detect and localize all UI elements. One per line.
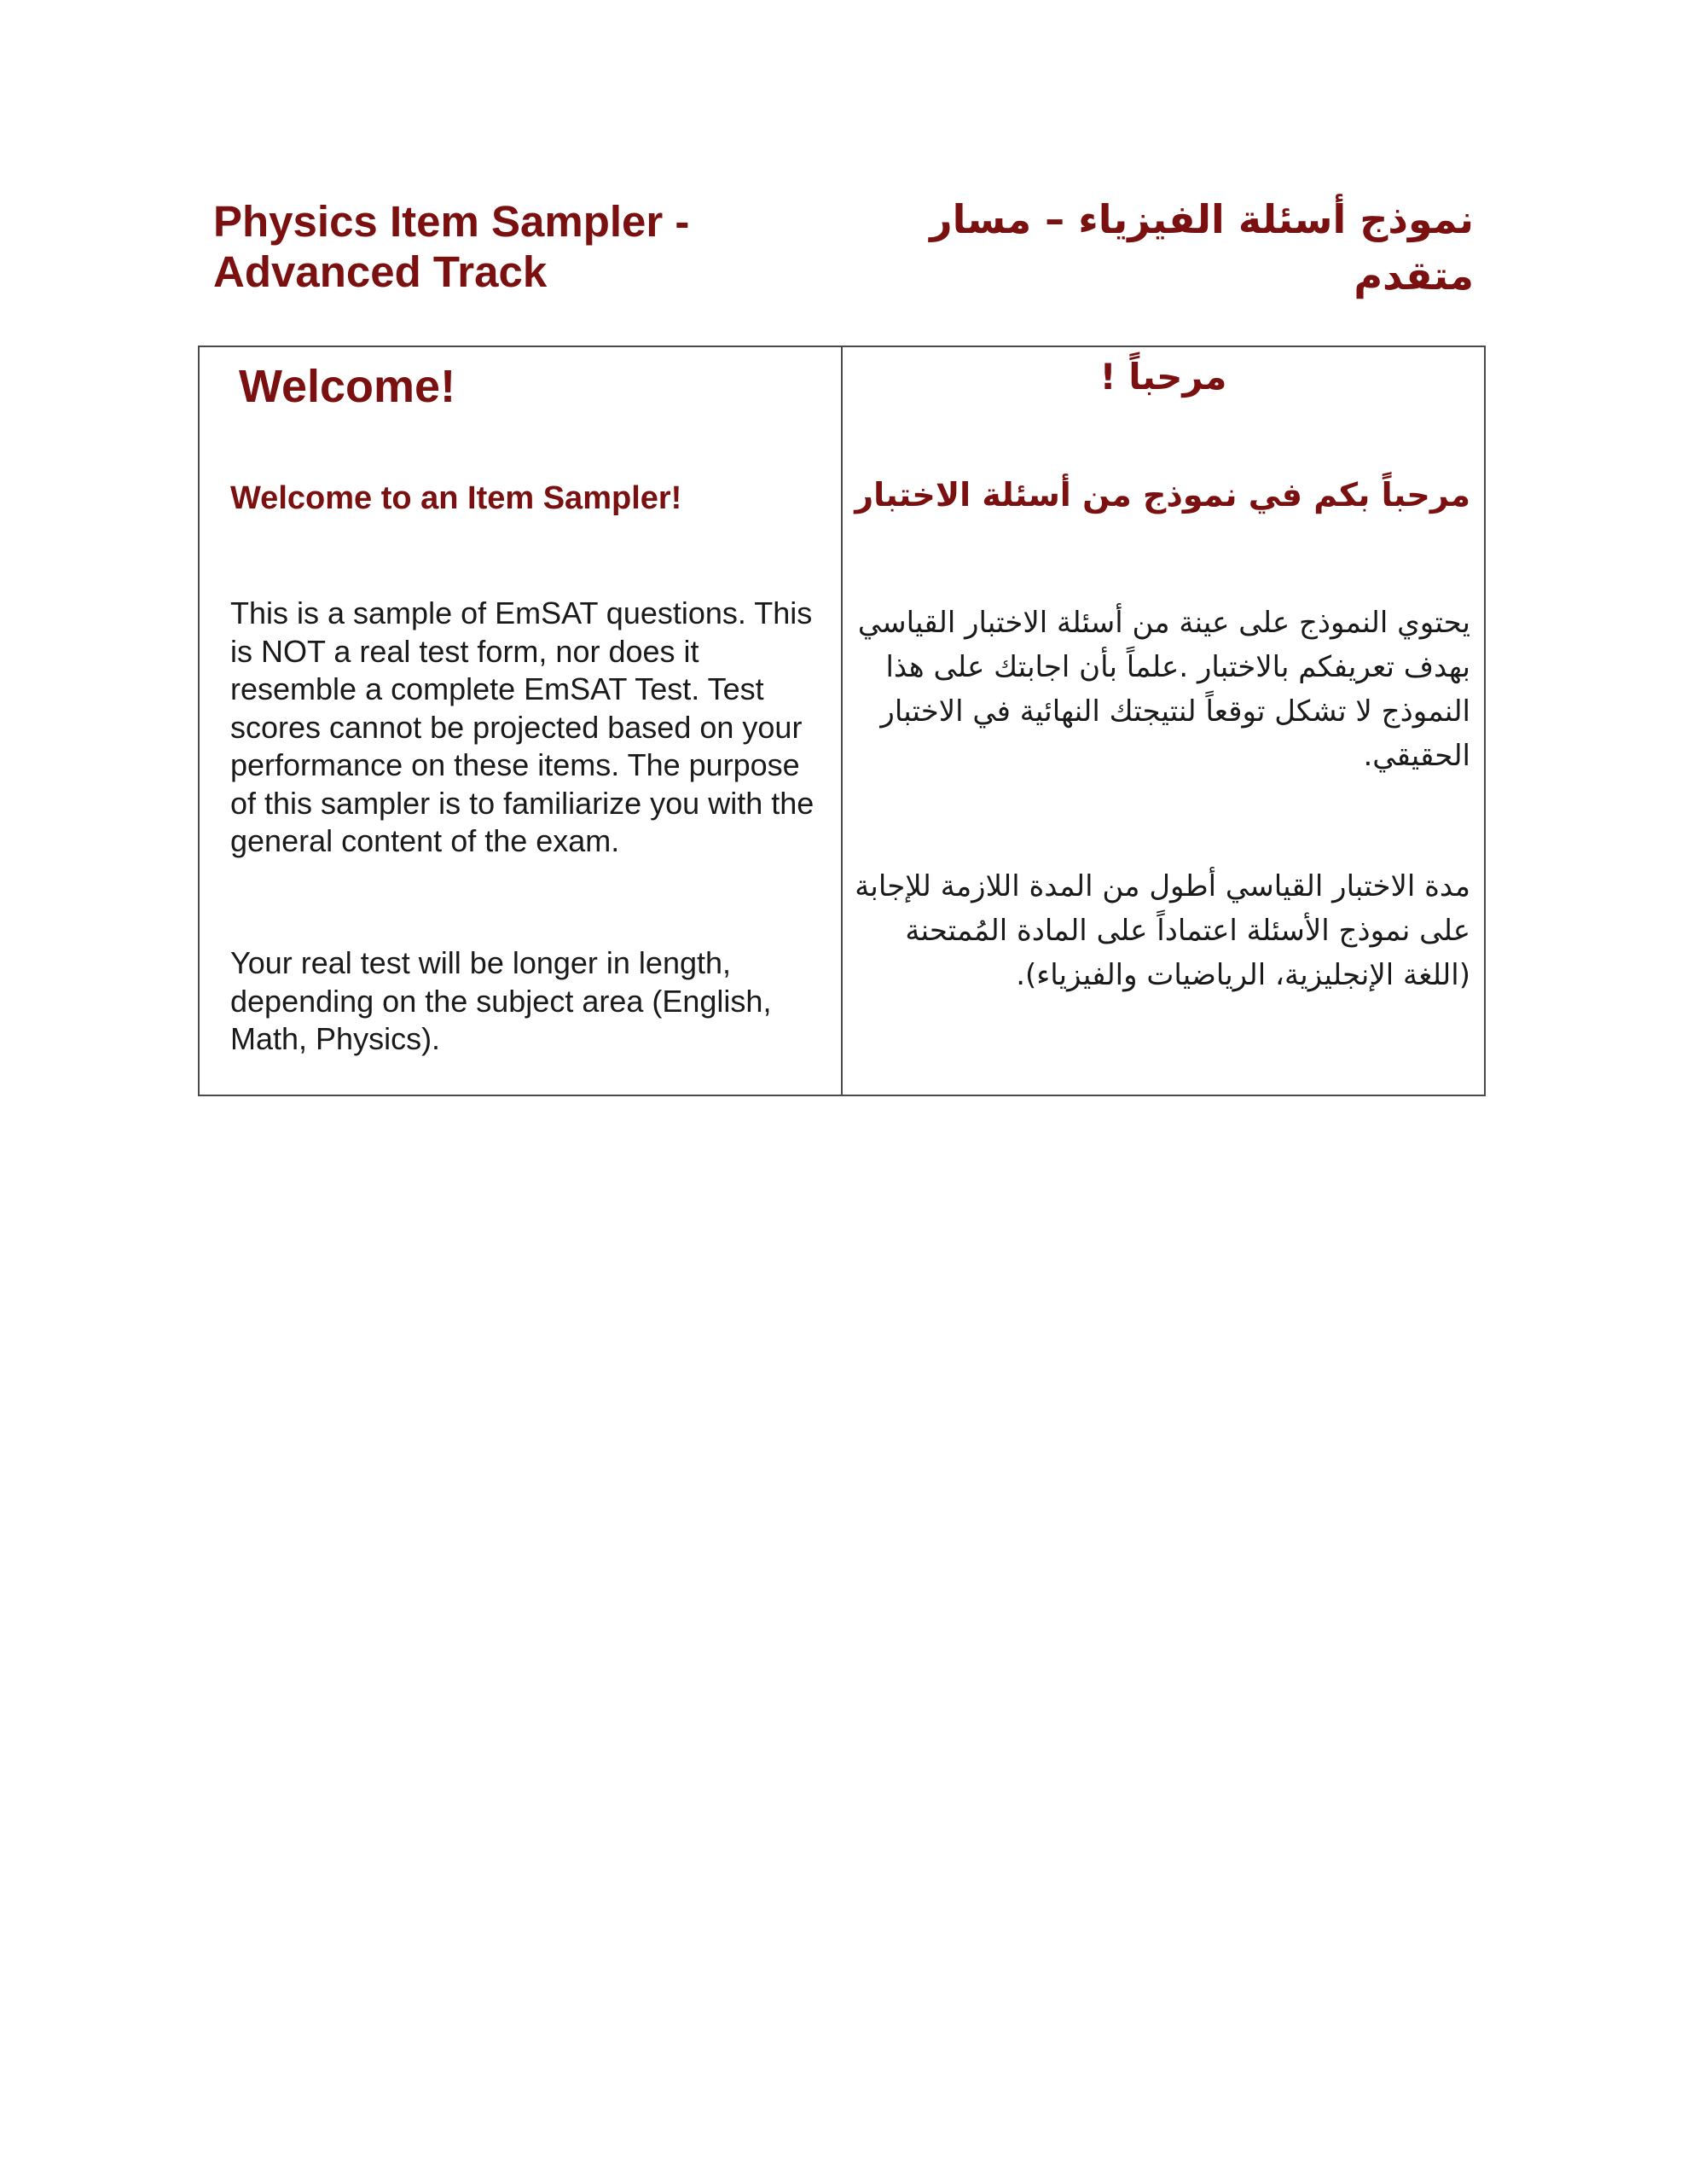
- welcome-heading-arabic: مرحباً !: [1099, 356, 1227, 398]
- welcome-heading-english: Welcome!: [239, 361, 456, 412]
- page-title-arabic: نموذج أسئلة الفيزياء – مسار متقدم: [930, 196, 1474, 299]
- test-length-paragraph-english: Your real test will be longer in length, depending on the subject area (English, Math, Physics).: [230, 945, 772, 1056]
- test-length-paragraph-arabic: مدة الاختبار القياسي أطول من المدة اللازمة للإجابة على نموذج الأسئلة اعتماداً على المادة المُمتحنة (اللغة الإنجليزية، الرياضيات والفيزياء).: [855, 869, 1470, 992]
- intro-paragraph-english: This is a sample of EmSAT questions. This is NOT a real test form, nor does it resemble a complete EmSAT Test. Test scores cannot be projected based on your performance on these items. The purpose of this sampler is to familiarize you with the general content of the exam.: [230, 595, 815, 858]
- arabic-column: [843, 347, 1484, 1095]
- english-column: [200, 347, 843, 1095]
- welcome-subheading-arabic: مرحباً بكم في نموذج من أسئلة الاختبار: [855, 476, 1470, 514]
- page-title-english: Physics Item Sampler - Advanced Track: [213, 197, 690, 296]
- welcome-table: [198, 346, 1486, 1096]
- intro-paragraph-arabic: يحتوي النموذج على عينة من أسئلة الاختبار القياسي بهدف تعريفكم بالاختبار .علماً بأن اجابتك على هذا النموذج لا تشكل توقعاً لنتيجتك النهائية في الاختبار الحقيقي.: [857, 606, 1470, 773]
- welcome-subheading-english: Welcome to an Item Sampler!: [230, 480, 682, 516]
